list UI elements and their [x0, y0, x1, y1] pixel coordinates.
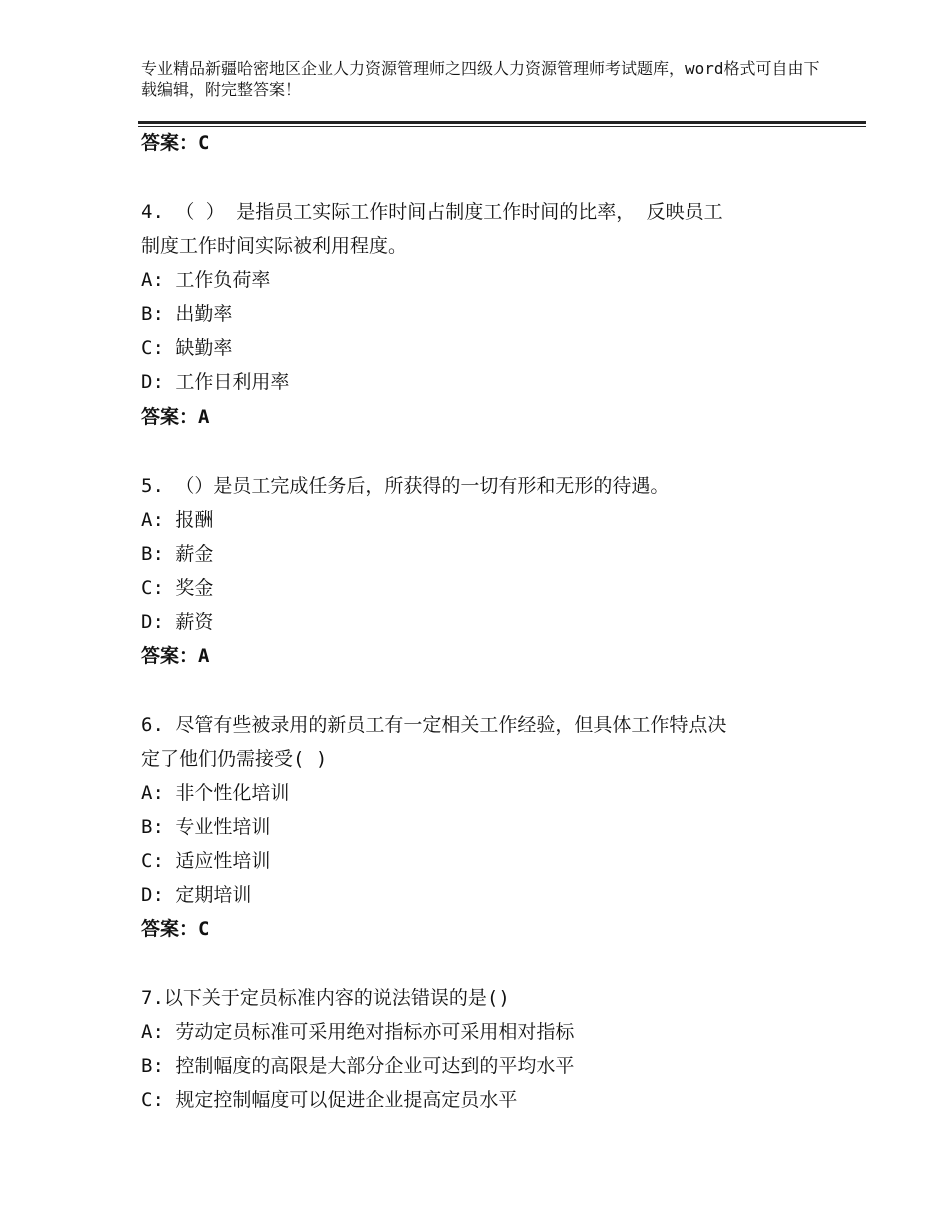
q7-option-b: B: 控制幅度的高限是大部分企业可达到的平均水平 — [141, 1055, 575, 1077]
q5-option-d: D: 薪资 — [141, 611, 214, 633]
header-rule-thin — [138, 126, 866, 127]
q6-stem-line1: 6. 尽管有些被录用的新员工有一定相关工作经验，但具体工作特点决 — [141, 714, 727, 736]
answer-prev: 答案：C — [141, 132, 210, 154]
q4-option-a: A: 工作负荷率 — [141, 269, 271, 291]
header-rule-thick — [138, 121, 866, 124]
q5-option-a: A: 报酬 — [141, 509, 214, 531]
q4-option-c: C: 缺勤率 — [141, 337, 233, 359]
q7-option-a: A: 劳动定员标准可采用绝对指标亦可采用相对指标 — [141, 1021, 575, 1043]
q6-option-d: D: 定期培训 — [141, 884, 252, 906]
q6-stem-line2: 定了他们仍需接受( ) — [141, 748, 328, 770]
q4-stem-line2: 制度工作时间实际被利用程度。 — [141, 235, 408, 257]
q5-option-c: C: 奖金 — [141, 577, 214, 599]
q4-option-b: B: 出勤率 — [141, 303, 233, 325]
q7-stem-line1: 7.以下关于定员标准内容的说法错误的是() — [141, 987, 510, 1009]
q5-answer: 答案：A — [141, 645, 210, 667]
q6-answer: 答案：C — [141, 918, 210, 940]
q4-option-d: D: 工作日利用率 — [141, 371, 290, 393]
q6-option-c: C: 适应性培训 — [141, 850, 271, 872]
q7-option-c: C: 规定控制幅度可以促进企业提高定员水平 — [141, 1089, 518, 1111]
q4-stem-line1: 4. （ ） 是指员工实际工作时间占制度工作时间的比率， 反映员工 — [141, 201, 723, 223]
document-header: 专业精品新疆哈密地区企业人力资源管理师之四级人力资源管理师考试题库，word格式可自由下载编辑，附完整答案！ — [141, 59, 820, 99]
q6-option-a: A: 非个性化培训 — [141, 782, 290, 804]
q5-option-b: B: 薪金 — [141, 543, 214, 565]
q4-answer: 答案：A — [141, 406, 210, 428]
q5-stem-line1: 5. （）是员工完成任务后，所获得的一切有形和无形的待遇。 — [141, 475, 670, 497]
q6-option-b: B: 专业性培训 — [141, 816, 271, 838]
